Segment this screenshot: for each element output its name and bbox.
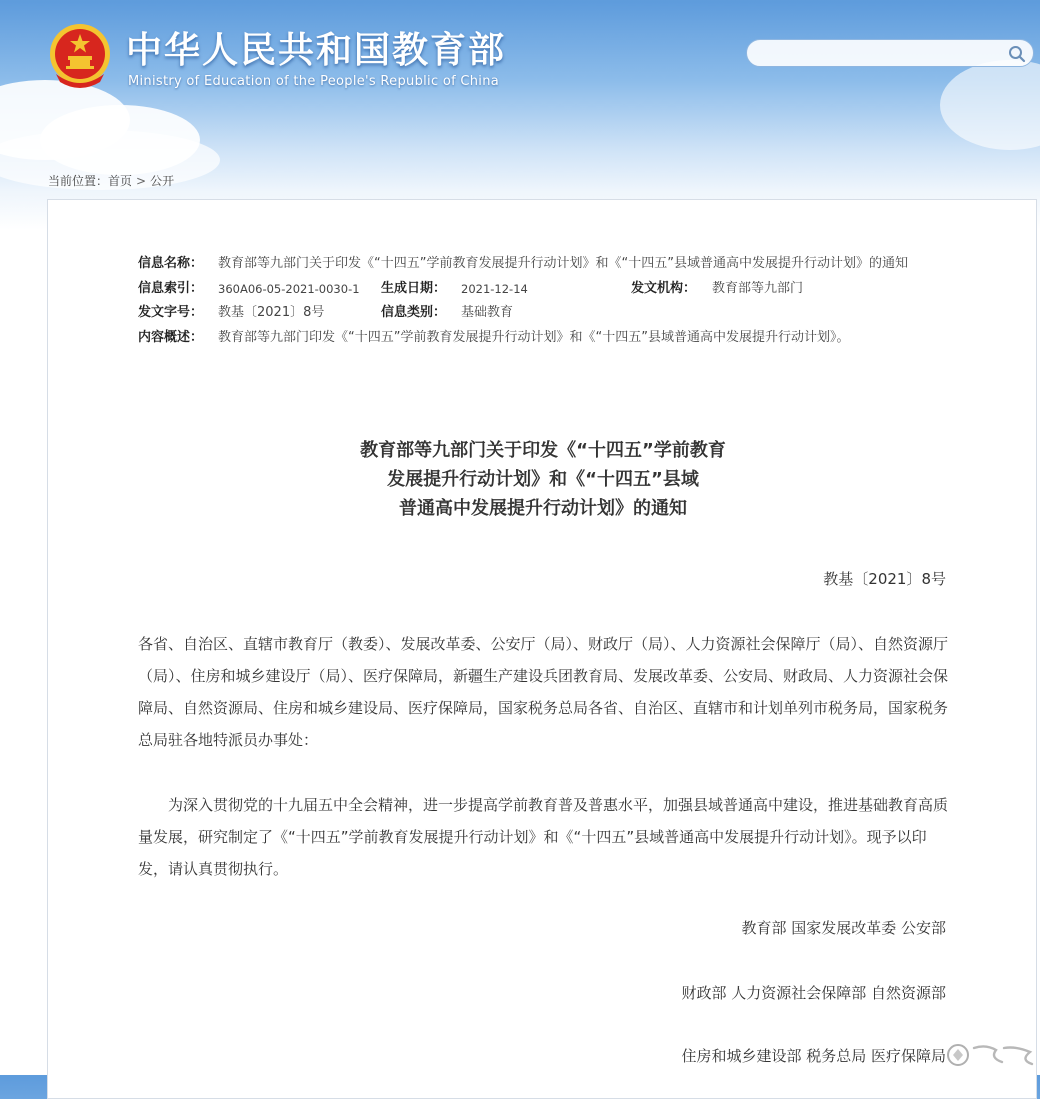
document-title <box>48 436 1038 523</box>
info-category-label: 信息类别： <box>381 305 447 320</box>
info-row-summary <box>138 326 958 351</box>
info-org-label: 发文机构： <box>631 280 697 296</box>
info-row-index <box>138 277 958 302</box>
info-summary-value: 教育部等九部门印发《“十四五”学前教育发展提升行动计划》和《“十四五”县域普通高中发展提升行动计划》。 <box>218 329 850 345</box>
info-docno-label: 发文字号： <box>138 305 204 320</box>
search-box <box>746 39 1034 67</box>
document-title-line: 普通高中发展提升行动计划》的通知 <box>399 498 687 519</box>
info-row-docno <box>138 301 958 326</box>
info-row-name <box>138 252 958 277</box>
document-title-line: 发展提升行动计划》和《“十四五”县域 <box>387 469 699 490</box>
site-subtitle: Ministry of Education of the People's Republic of China <box>128 74 500 89</box>
info-index-value: 360A06-05-2021-0030-1 <box>218 281 360 296</box>
breadcrumb-prefix: 当前位置： <box>48 174 109 188</box>
info-name-label: 信息名称： <box>138 256 204 271</box>
search-input[interactable] <box>759 44 1003 64</box>
info-date-label: 生成日期： <box>381 280 447 296</box>
document-title-line: 教育部等九部门关于印发《“十四五”学前教育 <box>360 440 726 461</box>
recipients-paragraph: 各省、自治区、直辖市教育厅（教委）、发展改革委、公安厅（局）、财政厅（局）、人力资源社会保障厅（局）、自然资源厅（局）、住房和城乡建设厅（局）、医疗保障局，新疆生产建设兵团教育局、发展改革委、公安局、财政局、人力资源社会保障局、自然资源局、住房和城乡建设局、医疗保障局，国家税务总局各省、自治区、直辖市和计划单列市税务局，国家税务总局驻各地特派员办事处： <box>138 635 949 749</box>
breadcrumb <box>48 172 174 189</box>
site-title[interactable]: 中华人民共和国教育部 <box>126 30 507 71</box>
cloud-decoration <box>940 60 1040 150</box>
info-category-value: 基础教育 <box>461 305 514 320</box>
document-number: 教基〔2021〕8号 <box>823 570 946 588</box>
chevron-right-icon: > <box>136 174 147 188</box>
info-summary-label: 内容概述： <box>138 329 204 345</box>
info-name-value: 教育部等九部门关于印发《“十四五”学前教育发展提升行动计划》和《“十四五”县域普通高中发展提升行动计划》的通知 <box>218 256 908 271</box>
info-org-value: 教育部等九部门 <box>712 280 804 296</box>
signature-line: 住房和城乡建设部 税务总局 医疗保障局 <box>681 1047 946 1065</box>
signature-line: 教育部 国家发展改革委 公安部 <box>741 919 946 937</box>
national-emblem-icon[interactable] <box>48 22 112 90</box>
site-header <box>0 0 1040 200</box>
breadcrumb-current-link[interactable]: 公开 <box>150 174 175 188</box>
info-index-label: 信息索引： <box>138 280 204 296</box>
breadcrumb-home-link[interactable]: 首页 <box>108 174 133 188</box>
watermark-logo-icon <box>946 1040 1036 1070</box>
content-panel <box>47 199 1037 1099</box>
signature-line: 财政部 人力资源社会保障部 自然资源部 <box>681 984 946 1002</box>
info-date-value: 2021-12-14 <box>461 281 528 296</box>
info-table <box>138 252 958 350</box>
body-paragraph: 为深入贯彻党的十九届五中全会精神，进一步提高学前教育普及普惠水平，加强县域普通高中建设，推进基础教育高质量发展，研究制定了《“十四五”学前教育发展提升行动计划》和《“十四五”县域普通高中发展提升行动计划》。现予以印发，请认真贯彻执行。 <box>138 796 949 878</box>
search-icon[interactable] <box>1007 44 1027 64</box>
info-docno-value: 教基〔2021〕8号 <box>218 305 325 320</box>
